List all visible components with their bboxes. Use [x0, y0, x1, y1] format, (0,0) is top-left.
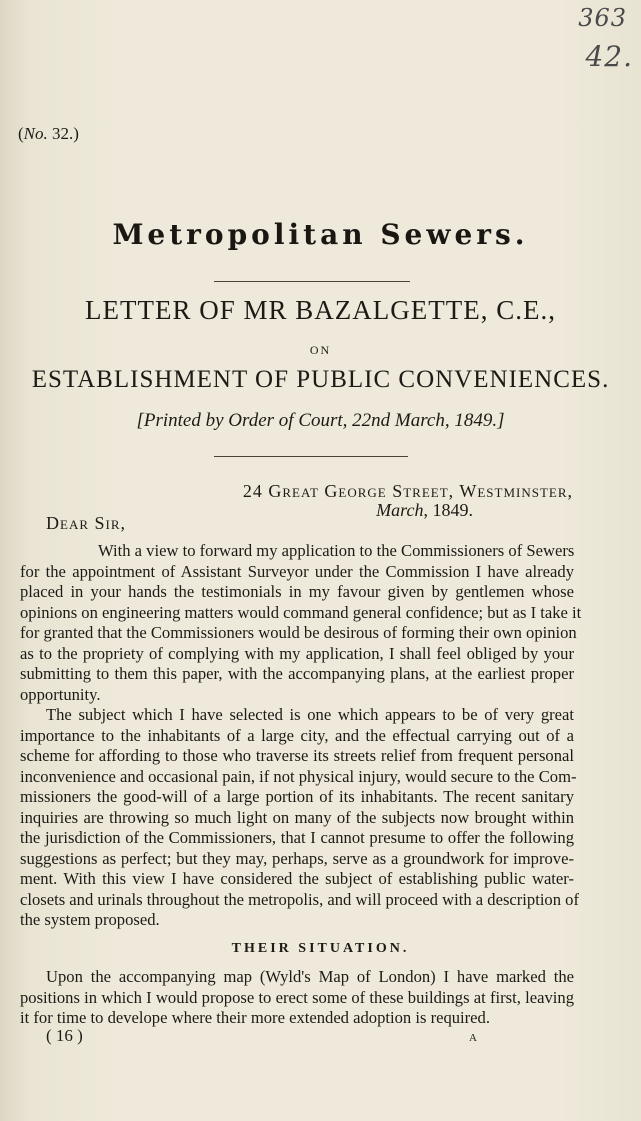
paragraph-line: scheme for affording to those who traverse its streets relief from frequent personal — [20, 746, 574, 765]
sender-address: 24 Great George Street, Westminster, — [242, 481, 573, 501]
paragraph-3 — [20, 967, 574, 1029]
paragraph-line: suggestions as perfect; but they may, perhaps, serve as a groundwork for improve- — [20, 848, 574, 868]
handwritten-number-top: 363 — [578, 4, 627, 32]
paragraph-line: the jurisdiction of the Commissioners, that I cannot presume to offer the following — [20, 828, 574, 847]
paragraph-1 — [20, 541, 582, 705]
handwritten-number-bottom: 42. — [585, 40, 633, 73]
paragraph-line: closets and urinals throughout the metropolis, and will proceed with a description of — [20, 889, 579, 909]
blackletter-title: Metropolitan Sewers. — [112, 218, 529, 251]
divider-top — [214, 281, 410, 282]
paragraph-line: opportunity. — [20, 684, 101, 704]
paragraph-line: The subject which I have selected is one which appears to be of very great — [46, 705, 574, 724]
paragraph-line: ment. With this view I have considered the subject of establishing public water- — [20, 869, 574, 888]
paragraph-line: as to the propriety of complying with my application, I shall feel obliged by your — [20, 643, 574, 663]
paragraph-line: missioners the good-will of a large portion of its inhabitants. The recent sanitary — [20, 787, 574, 806]
paragraph-line: the system proposed. — [20, 910, 160, 929]
paragraph-line: for granted that the Commissioners would be desirous of forming their own opinion — [20, 623, 577, 642]
paragraph-line: With a view to forward my application to the Commissioners of Sewers — [98, 541, 575, 560]
subject-title: ESTABLISHMENT OF PUBLIC CONVENIENCES. — [31, 366, 610, 393]
page-number: ( 16 ) — [46, 1026, 83, 1045]
printer-signature-mark: A — [469, 1032, 477, 1044]
printed-order-note: [Printed by Order of Court, 22nd March, 1849.] — [136, 410, 505, 431]
paragraph-line: it for time to develope where their more extended adoption is required. — [20, 1008, 490, 1027]
document-number: (No. 32.) — [18, 124, 79, 143]
paragraph-line: for the appointment of Assistant Surveyor under the Commission I have already — [20, 561, 574, 581]
paragraph-line: placed in your hands the testimonials in my favour given by gentlemen whose — [20, 582, 574, 601]
salutation: Dear Sir, — [46, 513, 127, 533]
paragraph-line: importance to the inhabitants of a large city, and the effectual carrying out of a — [20, 725, 574, 745]
letter-title: LETTER OF MR BAZALGETTE, C.E., — [85, 295, 556, 325]
paragraph-line: inquiries are throwing so much light on many of the subjects now brought within — [20, 807, 574, 827]
divider-bottom — [214, 456, 408, 457]
paragraph-line: positions in which I would propose to erect some of these buildings at first, leaving — [20, 987, 574, 1007]
paragraph-line: submitting to them this paper, with the accompanying plans, at the earliest proper — [20, 664, 574, 683]
paragraph-line: opinions on engineering matters would command general confidence; but as I take it — [20, 602, 582, 622]
section-heading: THEIR SITUATION. — [231, 941, 410, 956]
paragraph-2 — [20, 705, 579, 931]
title-connector: ON — [309, 343, 332, 357]
paragraph-line: inconvenience and occasional pain, if not physical injury, would secure to the Com- — [20, 766, 577, 786]
letter-date: March, 1849. — [376, 500, 473, 520]
paragraph-line: Upon the accompanying map (Wyld's Map of London) I have marked the — [46, 967, 574, 986]
